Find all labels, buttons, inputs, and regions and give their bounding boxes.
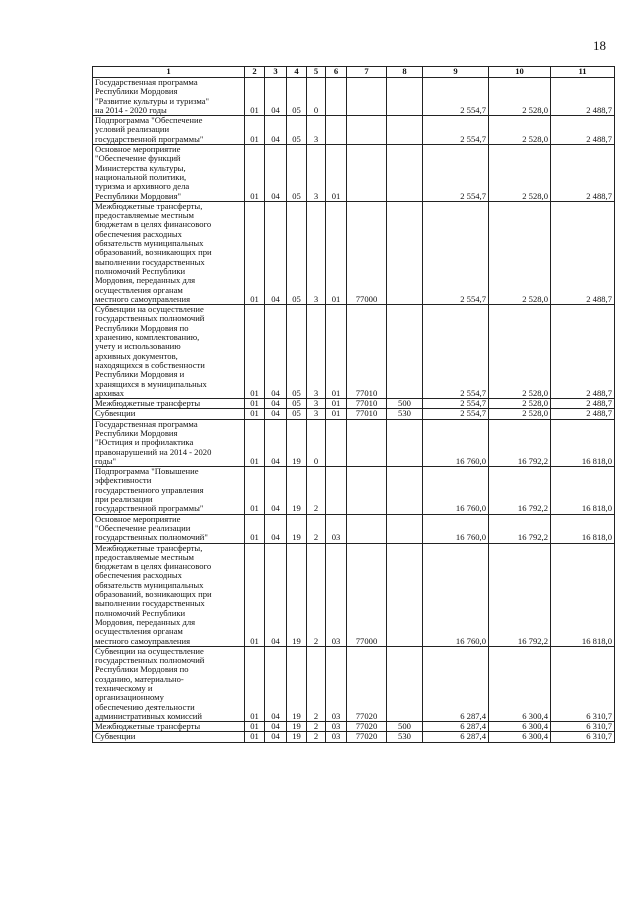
cell-code-6: [326, 419, 347, 466]
cell-code-7: [347, 145, 387, 202]
cell-name: Основное мероприятие "Обеспечение реализации государственных полномочий": [93, 514, 245, 543]
cell-code-6: [326, 467, 347, 514]
cell-code-6: [326, 78, 347, 116]
cell-code-8: 500: [387, 399, 423, 409]
budget-table: [92, 66, 615, 743]
cell-amount-10: 2 528,0: [489, 201, 551, 304]
cell-code-2: 01: [245, 543, 265, 646]
cell-code-3: 04: [265, 514, 287, 543]
cell-amount-11: 6 310,7: [551, 646, 615, 721]
cell-code-5: 2: [307, 543, 326, 646]
column-header-1: 1: [93, 67, 245, 78]
column-header-10: 10: [489, 67, 551, 78]
cell-amount-10: 16 792,2: [489, 514, 551, 543]
cell-code-2: 01: [245, 409, 265, 419]
cell-code-7: 77000: [347, 543, 387, 646]
cell-amount-11: 2 488,7: [551, 399, 615, 409]
cell-code-8: [387, 305, 423, 399]
cell-code-7: 77020: [347, 646, 387, 721]
column-header-9: 9: [423, 67, 489, 78]
cell-code-6: 03: [326, 543, 347, 646]
cell-code-2: 01: [245, 646, 265, 721]
cell-code-8: [387, 646, 423, 721]
column-header-3: 3: [265, 67, 287, 78]
table-row: [93, 543, 615, 646]
cell-code-3: 04: [265, 467, 287, 514]
cell-code-5: 3: [307, 409, 326, 419]
cell-code-7: [347, 116, 387, 145]
table-row: [93, 399, 615, 409]
cell-code-2: 01: [245, 722, 265, 732]
cell-code-7: 77020: [347, 722, 387, 732]
cell-code-2: 01: [245, 78, 265, 116]
cell-code-7: [347, 419, 387, 466]
cell-code-4: 19: [287, 514, 307, 543]
cell-amount-11: 2 488,7: [551, 409, 615, 419]
cell-code-4: 05: [287, 116, 307, 145]
cell-code-5: 3: [307, 116, 326, 145]
cell-code-4: 19: [287, 467, 307, 514]
cell-code-6: 03: [326, 722, 347, 732]
cell-code-4: 19: [287, 722, 307, 732]
column-header-6: 6: [326, 67, 347, 78]
cell-amount-9: 16 760,0: [423, 467, 489, 514]
cell-code-5: 0: [307, 419, 326, 466]
cell-code-4: 19: [287, 646, 307, 721]
cell-name: Субвенции на осуществление государственных полномочий Республики Мордовия по хранению, комплектованию, учету и использованию архивных документов, находящихся в собственности Республики Мордовия и хранящихся в муниципальных архивах: [93, 305, 245, 399]
cell-amount-11: 16 818,0: [551, 419, 615, 466]
cell-amount-11: 6 310,7: [551, 732, 615, 742]
page-number: 18: [593, 38, 606, 53]
cell-name: Основное мероприятие "Обеспечение функций Министерства культуры, национальной политики, туризма и архивного дела Республики Мордовия": [93, 145, 245, 202]
cell-code-5: 3: [307, 399, 326, 409]
cell-code-2: 01: [245, 732, 265, 742]
cell-code-8: [387, 78, 423, 116]
cell-code-4: 19: [287, 732, 307, 742]
cell-code-8: 530: [387, 732, 423, 742]
cell-code-8: [387, 543, 423, 646]
cell-name: Государственная программа Республики Мордовия "Развитие культуры и туризма" на 2014 - 2020 годы: [93, 78, 245, 116]
cell-code-5: 0: [307, 78, 326, 116]
cell-amount-10: 6 300,4: [489, 646, 551, 721]
column-header-11: 11: [551, 67, 615, 78]
cell-code-3: 04: [265, 145, 287, 202]
cell-code-2: 01: [245, 514, 265, 543]
cell-code-3: 04: [265, 399, 287, 409]
cell-code-5: 2: [307, 722, 326, 732]
header-row: [93, 67, 615, 78]
cell-code-2: 01: [245, 116, 265, 145]
cell-amount-11: 2 488,7: [551, 145, 615, 202]
cell-code-5: 2: [307, 467, 326, 514]
cell-name: Подпрограмма "Обеспечение условий реализации государственной программы": [93, 116, 245, 145]
cell-code-5: 2: [307, 514, 326, 543]
cell-code-5: 3: [307, 145, 326, 202]
cell-code-7: 77020: [347, 732, 387, 742]
cell-code-7: [347, 78, 387, 116]
cell-code-5: 2: [307, 732, 326, 742]
cell-code-2: 01: [245, 399, 265, 409]
cell-code-2: 01: [245, 201, 265, 304]
cell-code-5: 3: [307, 305, 326, 399]
cell-amount-10: 2 528,0: [489, 409, 551, 419]
cell-name: Субвенции: [93, 732, 245, 742]
cell-code-7: [347, 467, 387, 514]
table-row: [93, 722, 615, 732]
cell-amount-9: 2 554,7: [423, 145, 489, 202]
cell-amount-10: 6 300,4: [489, 732, 551, 742]
cell-code-3: 04: [265, 201, 287, 304]
cell-amount-10: 16 792,2: [489, 467, 551, 514]
cell-code-2: 01: [245, 145, 265, 202]
cell-amount-9: 2 554,7: [423, 78, 489, 116]
cell-code-2: 01: [245, 467, 265, 514]
cell-code-3: 04: [265, 732, 287, 742]
cell-code-8: [387, 201, 423, 304]
cell-code-3: 04: [265, 305, 287, 399]
cell-amount-9: 16 760,0: [423, 419, 489, 466]
cell-amount-9: 2 554,7: [423, 409, 489, 419]
table-row: [93, 467, 615, 514]
column-header-5: 5: [307, 67, 326, 78]
cell-amount-11: 16 818,0: [551, 543, 615, 646]
cell-code-6: [326, 116, 347, 145]
table-row: [93, 305, 615, 399]
table-row: [93, 201, 615, 304]
cell-code-3: 04: [265, 116, 287, 145]
cell-name: Государственная программа Республики Мордовия "Юстиция и профилактика правонарушений на 2014 - 2020 годы": [93, 419, 245, 466]
cell-code-5: 2: [307, 646, 326, 721]
cell-code-7: 77010: [347, 305, 387, 399]
cell-code-4: 05: [287, 78, 307, 116]
cell-code-2: 01: [245, 419, 265, 466]
cell-code-8: [387, 514, 423, 543]
cell-amount-10: 2 528,0: [489, 116, 551, 145]
cell-amount-10: 2 528,0: [489, 145, 551, 202]
column-header-4: 4: [287, 67, 307, 78]
table-body: [93, 78, 615, 743]
cell-code-3: 04: [265, 543, 287, 646]
cell-amount-10: 2 528,0: [489, 305, 551, 399]
column-header-8: 8: [387, 67, 423, 78]
cell-amount-10: 16 792,2: [489, 419, 551, 466]
cell-code-8: [387, 116, 423, 145]
cell-code-4: 05: [287, 145, 307, 202]
cell-name: Межбюджетные трансферты, предоставляемые местным бюджетам в целях финансового обеспечения расходных обязательств муниципальных образований, возникающих при выполнении государственных полномочий Республики Мордовия, переданных для осуществления органам местного самоуправления: [93, 543, 245, 646]
cell-amount-9: 2 554,7: [423, 116, 489, 145]
table-row: [93, 78, 615, 116]
cell-amount-11: 16 818,0: [551, 467, 615, 514]
cell-name: Субвенции: [93, 409, 245, 419]
cell-amount-9: 2 554,7: [423, 399, 489, 409]
column-header-7: 7: [347, 67, 387, 78]
cell-amount-11: 2 488,7: [551, 201, 615, 304]
cell-code-6: 01: [326, 201, 347, 304]
cell-code-4: 19: [287, 543, 307, 646]
cell-amount-9: 2 554,7: [423, 305, 489, 399]
cell-code-3: 04: [265, 409, 287, 419]
cell-code-7: [347, 514, 387, 543]
cell-name: Межбюджетные трансферты: [93, 399, 245, 409]
cell-code-8: 500: [387, 722, 423, 732]
table-row: [93, 116, 615, 145]
cell-code-4: 19: [287, 419, 307, 466]
cell-code-6: 03: [326, 646, 347, 721]
cell-amount-10: 16 792,2: [489, 543, 551, 646]
cell-code-3: 04: [265, 722, 287, 732]
cell-code-6: 01: [326, 145, 347, 202]
cell-name: Межбюджетные трансферты: [93, 722, 245, 732]
cell-code-7: 77010: [347, 399, 387, 409]
cell-amount-11: 2 488,7: [551, 78, 615, 116]
cell-code-4: 05: [287, 305, 307, 399]
cell-amount-10: 6 300,4: [489, 722, 551, 732]
cell-code-3: 04: [265, 419, 287, 466]
cell-amount-10: 2 528,0: [489, 399, 551, 409]
cell-name: Субвенции на осуществление государственных полномочий Республики Мордовия по созданию, материально- техническому и организационному обеспечению деятельности административных комиссий: [93, 646, 245, 721]
cell-code-3: 04: [265, 646, 287, 721]
cell-amount-11: 2 488,7: [551, 305, 615, 399]
cell-code-7: 77010: [347, 409, 387, 419]
cell-code-6: 01: [326, 305, 347, 399]
table-row: [93, 646, 615, 721]
cell-amount-9: 6 287,4: [423, 646, 489, 721]
cell-amount-9: 6 287,4: [423, 722, 489, 732]
cell-amount-11: 16 818,0: [551, 514, 615, 543]
cell-amount-9: 2 554,7: [423, 201, 489, 304]
cell-code-6: 01: [326, 409, 347, 419]
table-row: [93, 419, 615, 466]
cell-code-8: [387, 145, 423, 202]
cell-code-2: 01: [245, 305, 265, 399]
table-row: [93, 514, 615, 543]
cell-code-8: [387, 419, 423, 466]
cell-code-3: 04: [265, 78, 287, 116]
cell-code-8: 530: [387, 409, 423, 419]
cell-amount-9: 6 287,4: [423, 732, 489, 742]
cell-name: Подпрограмма "Повышение эффективности государственного управления при реализации государственной программы": [93, 467, 245, 514]
column-header-2: 2: [245, 67, 265, 78]
cell-code-8: [387, 467, 423, 514]
cell-code-4: 05: [287, 399, 307, 409]
table-row: [93, 732, 615, 742]
cell-code-7: 77000: [347, 201, 387, 304]
cell-code-4: 05: [287, 201, 307, 304]
cell-code-5: 3: [307, 201, 326, 304]
cell-code-6: 01: [326, 399, 347, 409]
cell-amount-10: 2 528,0: [489, 78, 551, 116]
cell-amount-11: 6 310,7: [551, 722, 615, 732]
cell-name: Межбюджетные трансферты, предоставляемые местным бюджетам в целях финансового обеспечения расходных обязательств муниципальных образований, возникающих при выполнении государственных полномочий Республики Мордовия, переданных для осуществления органам местного самоуправления: [93, 201, 245, 304]
cell-code-6: 03: [326, 514, 347, 543]
cell-code-4: 05: [287, 409, 307, 419]
cell-amount-11: 2 488,7: [551, 116, 615, 145]
cell-code-6: 03: [326, 732, 347, 742]
table-row: [93, 409, 615, 419]
table-row: [93, 145, 615, 202]
cell-amount-9: 16 760,0: [423, 514, 489, 543]
cell-amount-9: 16 760,0: [423, 543, 489, 646]
